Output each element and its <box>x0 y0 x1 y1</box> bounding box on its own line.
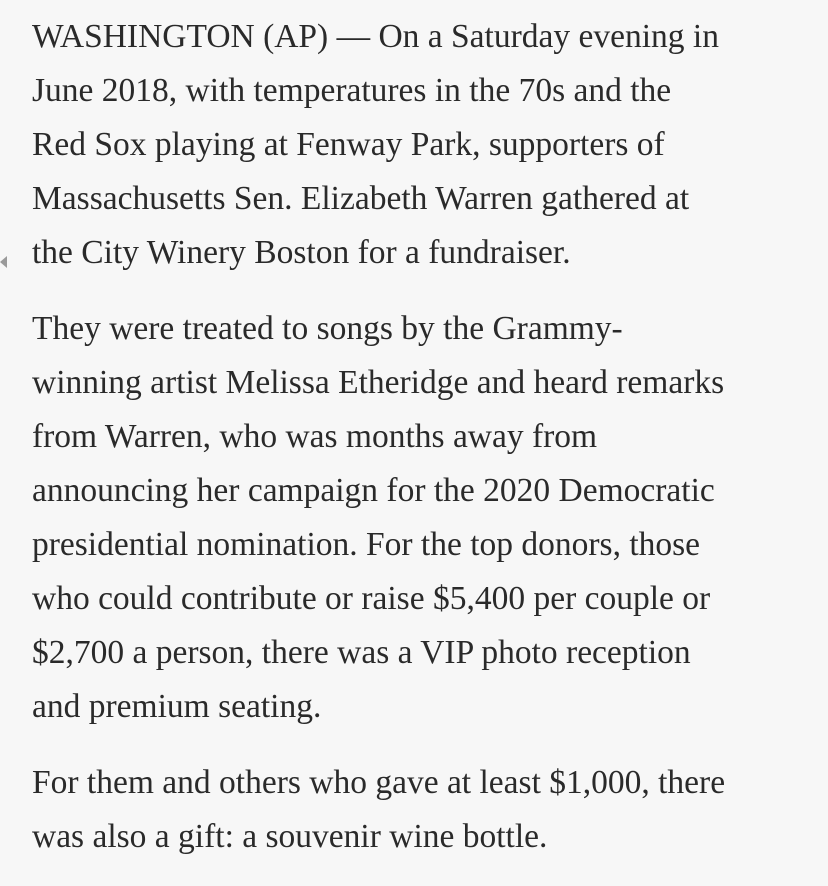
paragraph-1-line-4: Massachusetts Sen. Elizabeth Warren gathered at <box>32 180 690 217</box>
paragraph-2-line-4: announcing her campaign for the 2020 Democratic <box>32 472 715 509</box>
paragraph-2-line-8: and premium seating. <box>32 688 322 725</box>
left-edge-caret-icon <box>0 256 7 268</box>
paragraph-2-line-5: presidential nomination. For the top donors, those <box>32 526 701 563</box>
paragraph-1-line-2: June 2018, with temperatures in the 70s and the <box>32 72 672 109</box>
paragraph-2-line-7: $2,700 a person, there was a VIP photo reception <box>32 634 691 671</box>
paragraph-3-line-2: was also a gift: a souvenir wine bottle. <box>32 818 548 855</box>
paragraph-1-line-1: WASHINGTON (AP) — On a Saturday evening in <box>32 18 719 55</box>
paragraph-1-line-3: Red Sox playing at Fenway Park, supporters of <box>32 126 665 163</box>
paragraph-2-line-3: from Warren, who was months away from <box>32 418 598 455</box>
paragraph-2-line-2: winning artist Melissa Etheridge and heard remarks <box>32 364 725 401</box>
paragraph-2-line-6: who could contribute or raise $5,400 per couple or <box>32 580 711 617</box>
paragraph-2-line-1: They were treated to songs by the Grammy- <box>32 310 623 347</box>
paragraph-1-line-5: the City Winery Boston for a fundraiser. <box>32 234 571 271</box>
paragraph-1 <box>32 10 804 280</box>
article-body <box>32 10 804 886</box>
paragraph-2 <box>32 302 804 734</box>
paragraph-3-line-1: For them and others who gave at least $1,000, there <box>32 764 726 801</box>
paragraph-3 <box>32 756 804 864</box>
